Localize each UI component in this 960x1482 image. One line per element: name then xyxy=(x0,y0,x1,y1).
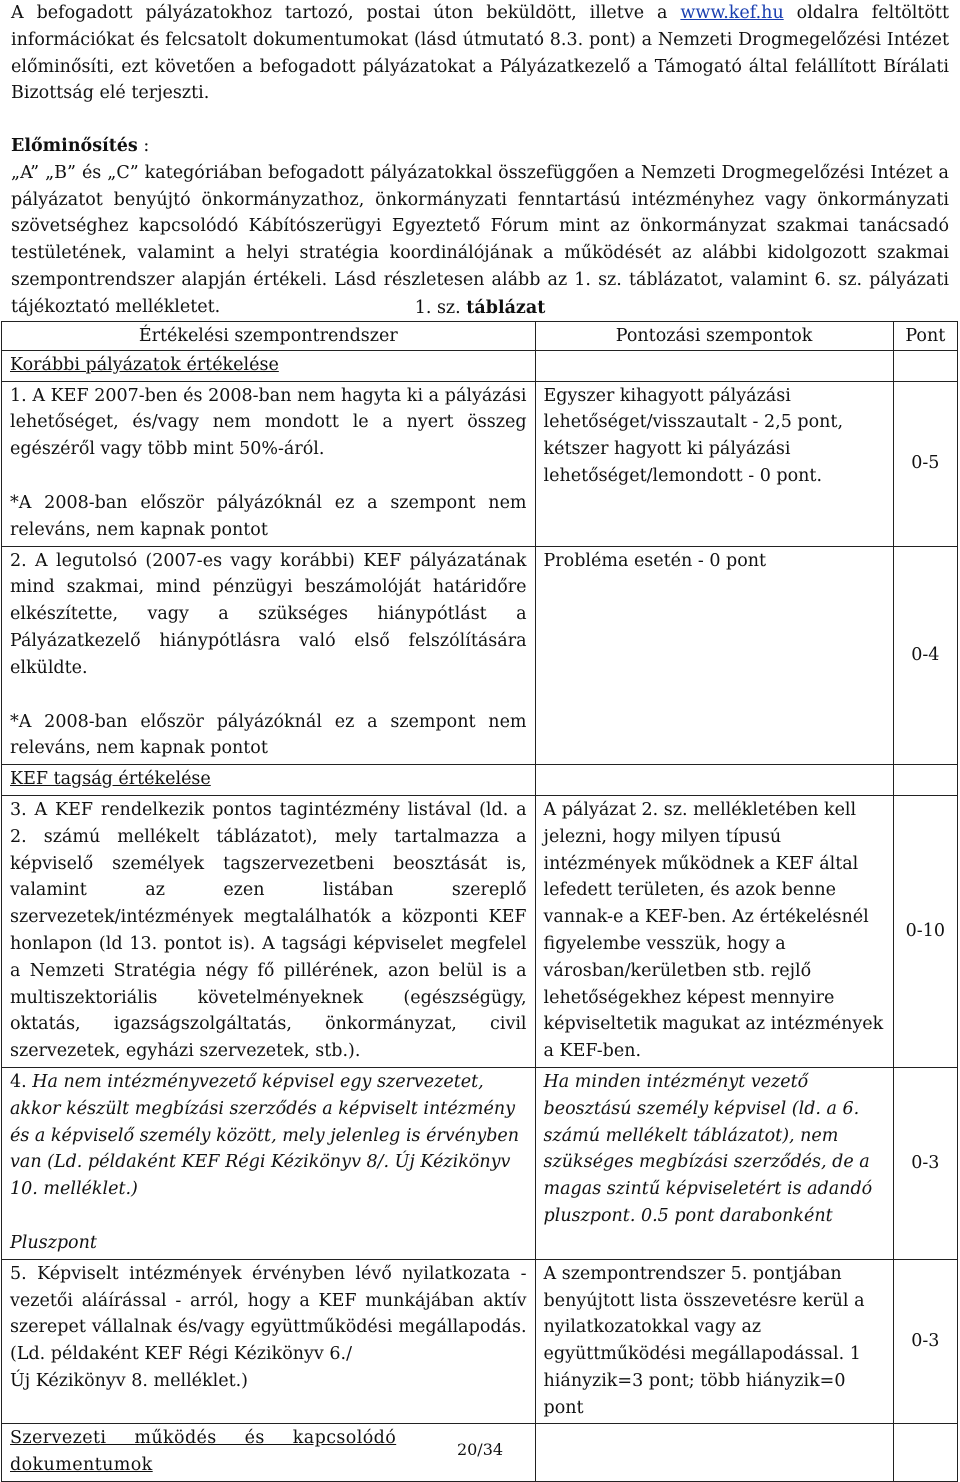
section-organizational: Szervezeti működés és kapcsolódó dokumentumok xyxy=(2,1424,536,1482)
criteria-text: 5. Képviselt intézmények érvényben lévő nyilatkozata - vezetői aláírással - arról, hogy a KEF munkájában aktív szerepet vállalnak és/vagy együttműködési megállapodás. (Ld. példaként KEF Régi Kézikönyv 6./ xyxy=(10,1263,527,1365)
criteria-text: 2. A legutolsó (2007-es vagy korábbi) KEF pályázatának mind szakmai, mind pénzügyi beszámolóját határidőre elkészítette, vagy a szükséges hiánypótlást a Pályázatkezelő hiánypótlásra való első felszólítására elküldte. xyxy=(10,550,527,678)
section-previous-applications: Korábbi pályázatok értékelése xyxy=(2,350,536,381)
table-row xyxy=(2,1259,958,1424)
criteria-number: 4. xyxy=(10,1071,33,1092)
table-row xyxy=(2,1067,958,1259)
intro-text: A befogadott pályázatokhoz tartozó, postai úton beküldött, illetve a xyxy=(11,3,681,23)
aspects-cell: A pályázat 2. sz. mellékletében kell jelezni, hogy milyen típusú intézmények működnek a KEF által lefedett területen, és azok benne vannak-e a KEF-ben. Az értékelésnél figyelembe vesszük, hogy a városban/kerületben stb. rejlő lehetőségekhez képest mennyire képviseltetik magukat az intézmények a KEF-ben. xyxy=(535,795,893,1067)
header-aspects: Pontozási szempontok xyxy=(535,322,893,351)
scoring-table xyxy=(1,321,958,1482)
spacer xyxy=(10,682,527,709)
caption-number: 1. sz. xyxy=(414,298,467,318)
empty-cell xyxy=(893,350,957,381)
table-header-row xyxy=(2,322,958,351)
criteria-text-line2: Új Kézikönyv 8. melléklet.) xyxy=(10,1370,249,1391)
page-number: 20/34 xyxy=(456,1440,504,1459)
table-caption xyxy=(0,295,960,321)
points-cell: 0-4 xyxy=(893,546,957,765)
points-cell: 0-3 xyxy=(893,1067,957,1259)
spacer xyxy=(10,463,527,490)
criteria-note: Pluszpont xyxy=(10,1232,97,1253)
points-cell: 0-3 xyxy=(893,1259,957,1424)
criteria-text: 1. A KEF 2007-ben és 2008-ban nem hagyta ki a pályázási lehetőséget, és/vagy nem mondott le a nyert összeg egészéről vagy több mint 50%-áról. xyxy=(10,385,527,460)
header-points: Pont xyxy=(893,322,957,351)
criteria-cell xyxy=(2,1067,536,1259)
aspects-cell: A szempontrendszer 5. pontjában benyújtott lista összevetésre kerül a nyilatkozatokkal vagy az együttműködési megállapodással. 1 hiányzik=3 pont; több hiányzik=0 pont xyxy=(535,1259,893,1424)
table-row xyxy=(2,381,958,546)
kef-link[interactable]: www.kef.hu xyxy=(680,3,784,23)
intro-paragraph xyxy=(11,0,949,107)
section-row xyxy=(2,350,958,381)
empty-cell xyxy=(535,350,893,381)
points-cell: 0-10 xyxy=(893,795,957,1067)
points-cell: 0-5 xyxy=(893,381,957,546)
intro-text-continued: oldalra feltöltött információkat és felcsatolt dokumentumokat (lásd útmutató 8.3. pont) a Nemzeti Drogmegelőzési Intézet előminősíti, ezt követően a befogadott pályázatokat a Pályázatkezelő a Támogató által felállított Bírálati Bizottság elé terjeszti. xyxy=(11,3,949,104)
table-row xyxy=(2,795,958,1067)
criteria-cell xyxy=(2,546,536,765)
criteria-cell: 3. A KEF rendelkezik pontos tagintézmény listával (ld. a 2. számú mellékelt táblázatot), mely tartalmazza a képviselő személyek tagszervezetbeni beosztását is, valamint az ezen listában szereplő szervezetek/intézmények megtalálhatók a központi KEF honlapon (ld 13. pontot is). A tagsági képviselet megfelel a Nemzeti Stratégia négy fő pillérének, azon belül is a multiszektoriális követelményeknek (egészségügy, oktatás, igazságszolgáltatás, önkormányzat, civil szervezetek, egyházi szervezetek, stb.). xyxy=(2,795,536,1067)
preclassification-section xyxy=(11,133,949,321)
preclassification-body: „A” „B” és „C” kategóriában befogadott pályázatokkal összefüggően a Nemzeti Drogmegelőzési Intézet a pályázatot benyújtó önkormányzathoz, önkormányzati fenntartású intézményhez vagy önkormányzati szövetséghez kapcsolódó Kábítószerügyi Egyeztető Fórum mint az önkormányzat szakmai tanácsadó testületének, valamint a helyi stratégia koordinálójának a működését az alábbi kidolgozott szakmai szempontrendszer alapján értékeli. Lásd részletesen alább az 1. sz. táblázatot, valamint 6. sz. pályázati tájékoztató mellékletet. xyxy=(11,162,949,317)
heading-suffix: : xyxy=(137,136,150,156)
aspects-cell: Ha minden intézményt vezető beosztású személy képvisel (ld. a 6. számú mellékelt táblázatot), nem szükséges megbízási szerződés, de a magas szintű képviseletért is adandó pluszpont. 0.5 pont darabonként xyxy=(535,1067,893,1259)
caption-word: táblázat xyxy=(466,298,546,318)
table-row xyxy=(2,546,958,765)
section-kef-membership: KEF tagság értékelése xyxy=(2,765,536,796)
criteria-text: Ha nem intézményvezető képvisel egy szervezetet, akkor készült megbízási szerződés a képviselt intézmény és a képviselő személy között, mely jelenleg is érvényben van (Ld. példaként KEF Régi Kézikönyv 8/. Új Kézikönyv 10. melléklet.) xyxy=(10,1071,520,1200)
aspects-cell: Probléma esetén - 0 pont xyxy=(535,546,893,765)
criteria-cell xyxy=(2,1259,536,1424)
criteria-cell xyxy=(2,381,536,546)
empty-cell xyxy=(893,765,957,796)
empty-cell xyxy=(535,765,893,796)
criteria-note: *A 2008-ban először pályázóknál ez a szempont nem releváns, nem kapnak pontot xyxy=(10,492,527,540)
section-row xyxy=(2,765,958,796)
preclassification-heading: Előminősítés xyxy=(11,136,138,156)
spacer xyxy=(10,1203,527,1230)
criteria-note: *A 2008-ban először pályázóknál ez a szempont nem releváns, nem kapnak pontot xyxy=(10,711,527,759)
aspects-cell: Egyszer kihagyott pályázási lehetőséget/visszautalt - 2,5 pont, kétszer hagyott ki pályázási lehetőséget/lemondott - 0 pont. xyxy=(535,381,893,546)
header-criteria: Értékelési szempontrendszer xyxy=(2,322,536,351)
